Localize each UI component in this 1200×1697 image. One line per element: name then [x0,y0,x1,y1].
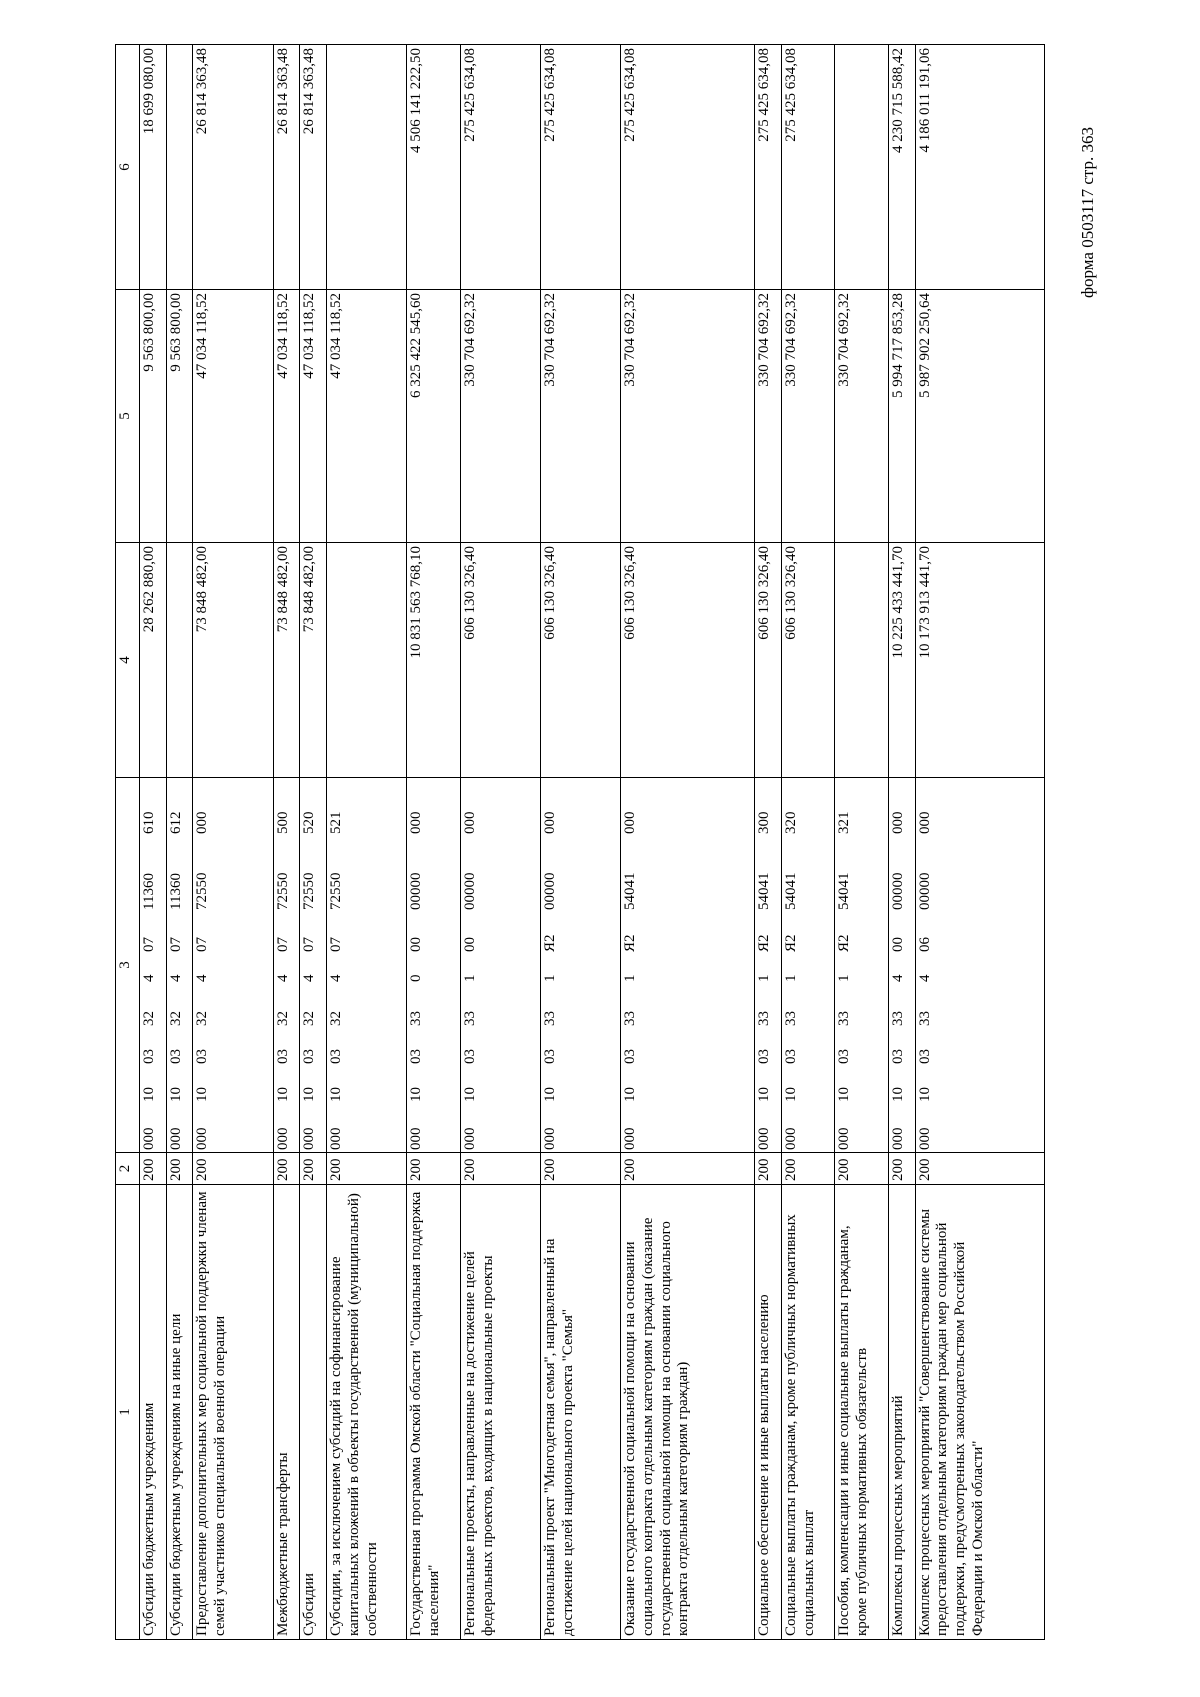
row-amount-col4: 73 848 482,00 [300,543,327,778]
row-budget-code [140,778,167,1153]
row-line-code: 200 [273,1153,300,1185]
table-row [621,45,755,1640]
code-segment-6: 07 [301,937,318,952]
row-line-code: 200 [781,1153,834,1185]
code-segment-8: 000 [916,811,933,834]
code-segment-4: 32 [167,1011,184,1026]
row-amount-col5: 47 034 118,52 [327,290,407,543]
table-row [193,45,273,1640]
row-name: Субсидии бюджетным учреждениям [140,1185,167,1640]
table-row [327,45,407,1640]
code-segment-4: 32 [274,1011,291,1026]
row-amount-col5: 9 563 800,00 [166,290,193,543]
table-row [140,45,167,1640]
code-segment-2: 10 [167,1087,184,1102]
row-budget-code [166,778,193,1153]
row-amount-col6: 4 230 715 588,42 [888,45,915,290]
table-row [273,45,300,1640]
row-amount-col6 [835,45,888,290]
code-segment-8: 000 [194,811,211,834]
form-header [1078,38,1100,298]
row-line-code: 200 [541,1153,621,1185]
row-name: Субсидии, за исключением субсидий на софинансирование капитальных вложений в объекты государственной (муниципальной) собственности [327,1185,407,1640]
row-line-code: 200 [407,1153,460,1185]
row-budget-code [835,778,888,1153]
code-segment-4: 33 [408,1011,425,1026]
code-segment-6: 07 [167,937,184,952]
row-amount-col6: 275 425 634,08 [781,45,834,290]
table-body [140,45,1045,1640]
code-segment-6: 00 [461,937,478,952]
row-amount-col4: 606 130 326,40 [621,543,755,778]
row-amount-col6: 26 814 363,48 [193,45,273,290]
code-segment-1: 000 [782,1127,799,1150]
row-name: Субсидии бюджетным учреждениям на иные цели [166,1185,193,1640]
code-segment-7: 72550 [301,872,318,910]
code-segment-6: 00 [408,937,425,952]
col-header-6: 6 [116,45,140,290]
code-segment-2: 10 [274,1087,291,1102]
code-segment-8: 520 [301,811,318,834]
code-segment-7: 72550 [328,872,345,910]
table-row [407,45,460,1640]
code-segment-1: 000 [194,1127,211,1150]
code-segment-5: 4 [167,974,184,982]
row-amount-col6: 26 814 363,48 [273,45,300,290]
row-line-code: 200 [915,1153,1044,1185]
code-segment-6: 07 [194,937,211,952]
row-amount-col6: 275 425 634,08 [755,45,782,290]
code-segment-3: 03 [836,1049,853,1064]
row-amount-col6: 275 425 634,08 [621,45,755,290]
budget-code-group [462,780,480,1150]
row-amount-col4: 10 173 913 441,70 [915,543,1044,778]
code-segment-2: 10 [301,1087,318,1102]
code-segment-5: 4 [141,974,157,982]
code-segment-3: 03 [782,1049,799,1064]
budget-code-group [408,780,426,1150]
row-amount-col5: 9 563 800,00 [140,290,167,543]
code-segment-7: 54041 [622,872,639,910]
form-label: форма 0503117 стр. 363 [1078,127,1097,298]
code-segment-5: 1 [756,974,773,982]
code-segment-1: 000 [328,1127,345,1150]
code-segment-4: 32 [301,1011,318,1026]
code-segment-8: 000 [889,811,906,834]
col-header-2: 2 [116,1153,140,1185]
code-segment-2: 10 [889,1087,906,1102]
row-line-code: 200 [835,1153,888,1185]
column-number-row [116,45,140,1640]
code-segment-7: 54041 [836,872,853,910]
row-amount-col4: 606 130 326,40 [755,543,782,778]
code-segment-1: 000 [301,1127,318,1150]
table-row [300,45,327,1640]
code-segment-8: 000 [542,811,559,834]
code-segment-7: 54041 [756,872,773,910]
code-segment-8: 610 [141,811,157,834]
code-segment-6: 07 [141,937,157,952]
row-amount-col4: 73 848 482,00 [193,543,273,778]
col-header-1: 1 [116,1185,140,1640]
row-amount-col6: 275 425 634,08 [541,45,621,290]
code-segment-2: 10 [782,1087,799,1102]
code-segment-4: 33 [889,1011,906,1026]
row-name: Оказание государственной социальной помощи на основании социального контракта отдельным категориям граждан (оказание государственной социальной помощи на основании социального контракта отдельным категориям граждан) [621,1185,755,1640]
code-segment-3: 03 [916,1049,933,1064]
row-amount-col4: 606 130 326,40 [541,543,621,778]
row-amount-col5: 330 704 692,32 [755,290,782,543]
code-segment-7: 11360 [141,873,157,910]
code-segment-5: 1 [836,974,853,982]
code-segment-3: 03 [461,1049,478,1064]
code-segment-3: 03 [194,1049,211,1064]
code-segment-5: 1 [461,974,478,982]
code-segment-3: 03 [756,1049,773,1064]
code-segment-1: 000 [167,1127,184,1150]
code-segment-4: 33 [836,1011,853,1026]
code-segment-4: 32 [141,1011,157,1026]
row-amount-col4 [327,543,407,778]
code-segment-4: 32 [194,1011,211,1026]
code-segment-5: 4 [194,974,211,982]
row-name: Пособия, компенсации и иные социальные выплаты гражданам, кроме публичных нормативных обязательств [835,1185,888,1640]
row-name: Региональный проект "Многодетная семья", направленный на достижение целей национального проекта "Семья" [541,1185,621,1640]
row-amount-col5: 47 034 118,52 [273,290,300,543]
code-segment-3: 03 [301,1049,318,1064]
row-budget-code [407,778,460,1153]
row-amount-col5: 330 704 692,32 [541,290,621,543]
budget-code-group [836,780,854,1150]
row-line-code: 200 [327,1153,407,1185]
row-name: Межбюджетные трансферты [273,1185,300,1640]
code-segment-5: 1 [542,974,559,982]
code-segment-6: Я2 [542,934,559,952]
row-amount-col5: 47 034 118,52 [193,290,273,543]
code-segment-3: 03 [408,1049,425,1064]
table-row [835,45,888,1640]
budget-code-group [141,780,159,1150]
code-segment-4: 33 [756,1011,773,1026]
code-segment-3: 03 [542,1049,559,1064]
budget-code-group [194,780,212,1150]
row-amount-col5: 330 704 692,32 [621,290,755,543]
budget-code-group [168,780,186,1150]
code-segment-7: 00000 [916,872,933,910]
row-amount-col4 [166,543,193,778]
row-line-code: 200 [193,1153,273,1185]
code-segment-6: Я2 [782,934,799,952]
budget-code-group [542,780,560,1150]
row-budget-code [327,778,407,1153]
code-segment-2: 10 [194,1087,211,1102]
code-segment-7: 00000 [461,872,478,910]
row-amount-col5: 330 704 692,32 [781,290,834,543]
rotated-table-wrapper [115,45,1045,1640]
row-amount-col4: 10 831 563 768,10 [407,543,460,778]
code-segment-2: 10 [328,1087,345,1102]
row-line-code: 200 [300,1153,327,1185]
code-segment-4: 32 [328,1011,345,1026]
code-segment-4: 33 [782,1011,799,1026]
code-segment-7: 72550 [274,872,291,910]
code-segment-8: 321 [836,811,853,834]
code-segment-8: 521 [328,811,345,834]
code-segment-8: 612 [167,811,184,834]
code-segment-1: 000 [461,1127,478,1150]
row-amount-col6: 26 814 363,48 [300,45,327,290]
budget-code-group [756,780,774,1150]
col-header-4: 4 [116,543,140,778]
row-name: Предоставление дополнительных мер социальной поддержки членам семей участников специальной военной операции [193,1185,273,1640]
row-amount-col4: 606 130 326,40 [781,543,834,778]
row-amount-col6 [327,45,407,290]
code-segment-7: 72550 [194,872,211,910]
code-segment-5: 4 [301,974,318,982]
code-segment-2: 10 [756,1087,773,1102]
row-amount-col5: 5 994 717 853,28 [888,290,915,543]
row-amount-col6: 18 699 080,00 [140,45,167,290]
row-budget-code [781,778,834,1153]
table-row [888,45,915,1640]
budget-table [115,44,1045,1640]
code-segment-8: 000 [461,811,478,834]
code-segment-4: 33 [542,1011,559,1026]
row-amount-col6: 275 425 634,08 [460,45,540,290]
code-segment-7: 00000 [408,872,425,910]
code-segment-1: 000 [836,1127,853,1150]
row-line-code: 200 [140,1153,167,1185]
row-budget-code [541,778,621,1153]
row-amount-col5: 330 704 692,32 [835,290,888,543]
code-segment-7: 11360 [167,873,184,910]
row-budget-code [915,778,1044,1153]
table-row [541,45,621,1640]
code-segment-3: 03 [889,1049,906,1064]
code-segment-2: 10 [622,1087,639,1102]
code-segment-5: 4 [889,974,906,982]
budget-code-group [275,780,293,1150]
code-segment-3: 03 [141,1049,157,1064]
code-segment-5: 1 [622,974,639,982]
row-line-code: 200 [460,1153,540,1185]
row-name: Социальные выплаты гражданам, кроме публичных нормативных социальных выплат [781,1185,834,1640]
row-amount-col5: 47 034 118,52 [300,290,327,543]
row-budget-code [621,778,755,1153]
code-segment-6: 07 [274,937,291,952]
code-segment-1: 000 [622,1127,639,1150]
row-amount-col5: 6 325 422 545,60 [407,290,460,543]
row-amount-col4: 73 848 482,00 [273,543,300,778]
code-segment-8: 000 [408,811,425,834]
table-row [915,45,1044,1640]
code-segment-4: 33 [622,1011,639,1026]
code-segment-5: 1 [782,974,799,982]
code-segment-1: 000 [889,1127,906,1150]
code-segment-4: 33 [916,1011,933,1026]
code-segment-1: 000 [542,1127,559,1150]
col-header-5: 5 [116,290,140,543]
code-segment-2: 10 [916,1087,933,1102]
row-line-code: 200 [166,1153,193,1185]
budget-code-group [890,780,908,1150]
table-row [781,45,834,1640]
row-name: Субсидии [300,1185,327,1640]
code-segment-6: Я2 [756,934,773,952]
row-name: Государственная программа Омской области "Социальная поддержка населения" [407,1185,460,1640]
row-amount-col6: 4 506 141 222,50 [407,45,460,290]
code-segment-2: 10 [542,1087,559,1102]
row-budget-code [888,778,915,1153]
row-amount-col6: 4 186 011 191,06 [915,45,1044,290]
code-segment-5: 0 [408,974,425,982]
table-row [166,45,193,1640]
row-amount-col4: 10 225 433 441,70 [888,543,915,778]
code-segment-7: 54041 [782,872,799,910]
code-segment-3: 03 [328,1049,345,1064]
code-segment-7: 00000 [889,872,906,910]
row-name: Региональные проекты, направленные на достижение целей федеральных проектов, входящих в национальные проекты [460,1185,540,1640]
code-segment-1: 000 [916,1127,933,1150]
code-segment-6: Я2 [836,934,853,952]
code-segment-8: 500 [274,811,291,834]
code-segment-3: 03 [274,1049,291,1064]
code-segment-6: Я2 [622,934,639,952]
code-segment-3: 03 [622,1049,639,1064]
row-amount-col6 [166,45,193,290]
budget-code-group [917,780,935,1150]
code-segment-1: 000 [408,1127,425,1150]
code-segment-1: 000 [141,1127,157,1150]
row-amount-col4: 606 130 326,40 [460,543,540,778]
table-row [755,45,782,1640]
code-segment-2: 10 [408,1087,425,1102]
code-segment-2: 10 [836,1087,853,1102]
row-amount-col4 [835,543,888,778]
code-segment-8: 300 [756,811,773,834]
code-segment-1: 000 [274,1127,291,1150]
row-budget-code [193,778,273,1153]
row-name: Комплексы процессных мероприятий [888,1185,915,1640]
code-segment-6: 06 [916,937,933,952]
budget-code-group [328,780,346,1150]
table-row [460,45,540,1640]
code-segment-6: 07 [328,937,345,952]
row-name: Социальное обеспечение и иные выплаты населению [755,1185,782,1640]
row-name: Комплекс процессных мероприятий "Совершенствование системы предоставления отдельным категориям граждан мер социальной поддержки, предусмотренных законодательством Российской Федерации и Омской области" [915,1185,1044,1640]
code-segment-5: 4 [328,974,345,982]
code-segment-6: 00 [889,937,906,952]
col-header-3: 3 [116,778,140,1153]
row-amount-col5: 5 987 902 250,64 [915,290,1044,543]
code-segment-8: 320 [782,811,799,834]
code-segment-5: 4 [274,974,291,982]
row-line-code: 200 [755,1153,782,1185]
row-budget-code [273,778,300,1153]
row-line-code: 200 [621,1153,755,1185]
budget-code-group [622,780,640,1150]
code-segment-2: 10 [461,1087,478,1102]
row-budget-code [460,778,540,1153]
row-amount-col5: 330 704 692,32 [460,290,540,543]
code-segment-4: 33 [461,1011,478,1026]
code-segment-1: 000 [756,1127,773,1150]
budget-code-group [301,780,319,1150]
code-segment-5: 4 [916,974,933,982]
row-line-code: 200 [888,1153,915,1185]
budget-code-group [783,780,801,1150]
row-budget-code [300,778,327,1153]
row-budget-code [755,778,782,1153]
code-segment-3: 03 [167,1049,184,1064]
row-amount-col4: 28 262 880,00 [140,543,167,778]
code-segment-7: 00000 [542,872,559,910]
code-segment-8: 000 [622,811,639,834]
code-segment-2: 10 [141,1087,157,1102]
